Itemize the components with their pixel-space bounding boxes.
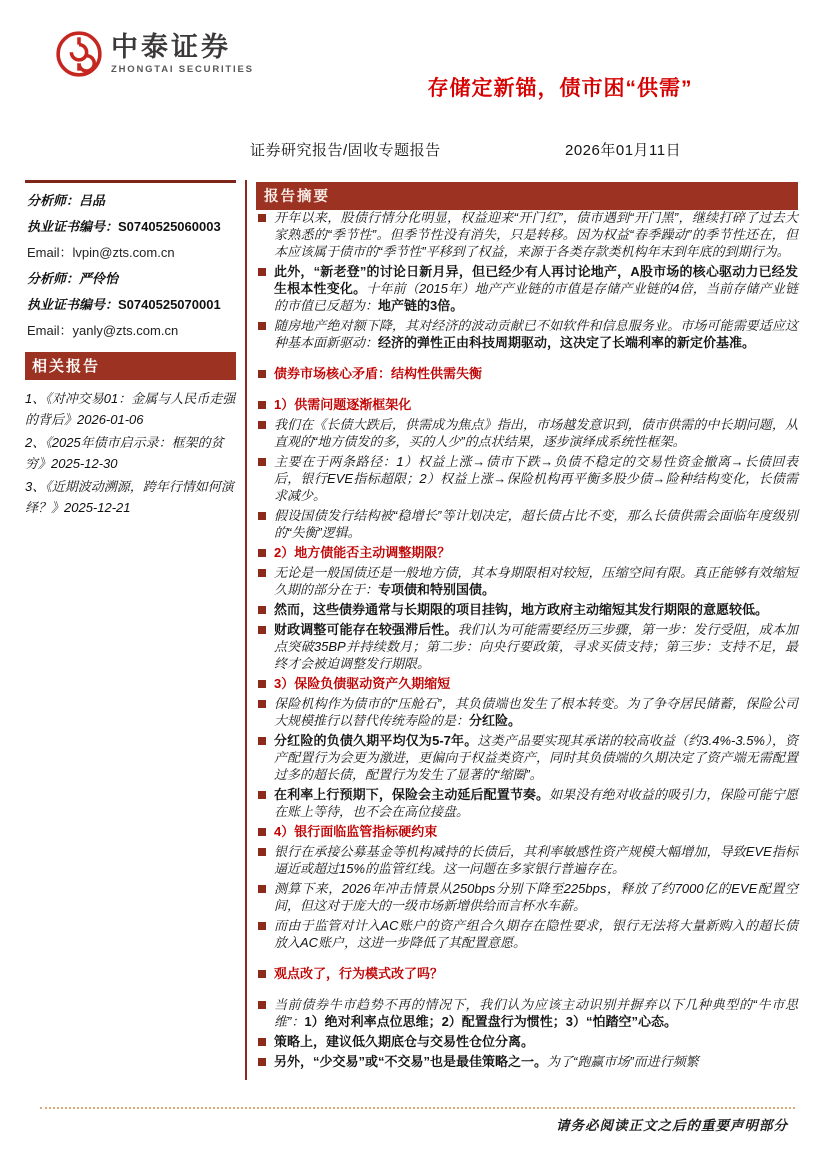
summary-bullet bbox=[256, 621, 798, 672]
bullet-square-icon bbox=[258, 680, 266, 688]
report-title: 存储定新锚，债市困“供需” bbox=[427, 77, 693, 100]
column-divider bbox=[245, 180, 247, 1080]
summary-section-heading bbox=[256, 675, 798, 692]
bullet-text: 我们在《长债大跌后，供需成为焦点》指出，市场越发意识到，债市供需的中长期问题，从直观的“地方债发的多，买的人少”的点状结果，逐步演绎成系统性框架。 bbox=[274, 417, 798, 449]
bullet-text: 在利率上行预期下，保险会主动延后配置节奏。如果没有绝对收益的吸引力，保险可能宁愿在账上等待，也不会在高位接盘。 bbox=[274, 787, 798, 819]
bullet-square-icon bbox=[258, 569, 266, 577]
analyst-role-label: 分析师： bbox=[27, 193, 80, 208]
analyst-email-label: Email： bbox=[27, 245, 73, 260]
bullet-square-icon bbox=[258, 606, 266, 614]
bullet-square-icon bbox=[258, 322, 266, 330]
summary-bullet bbox=[256, 601, 798, 618]
analyst-cert bbox=[27, 219, 236, 234]
bullet-square-icon bbox=[258, 549, 266, 557]
summary-bullet bbox=[256, 416, 798, 450]
bullet-square-icon bbox=[258, 458, 266, 466]
sidebar-top-rule bbox=[25, 180, 236, 183]
analyst-name: 吕品 bbox=[79, 193, 106, 208]
related-reports-list bbox=[25, 388, 236, 518]
footer-rule bbox=[40, 1107, 795, 1109]
summary-bullet-list bbox=[256, 209, 798, 1073]
summary-bullet bbox=[256, 453, 798, 504]
bullet-square-icon bbox=[258, 737, 266, 745]
summary-bullet bbox=[256, 843, 798, 877]
analyst-cert-no: S0740525060003 bbox=[118, 219, 221, 234]
analyst-name: 严伶怡 bbox=[79, 271, 119, 286]
bullet-square-icon bbox=[258, 970, 266, 978]
bullet-text: 3）保险负债驱动资产久期缩短 bbox=[274, 676, 451, 691]
bullet-square-icon bbox=[258, 791, 266, 799]
analyst-cert-label: 执业证书编号： bbox=[27, 297, 119, 312]
bullet-text: 债券市场核心矛盾：结构性供需失衡 bbox=[274, 366, 483, 381]
bullet-square-icon bbox=[258, 828, 266, 836]
bullet-square-icon bbox=[258, 885, 266, 893]
report-type-label: 证券研究报告/固收专题报告 bbox=[250, 142, 441, 159]
bullet-square-icon bbox=[258, 512, 266, 520]
summary-bullet bbox=[256, 786, 798, 820]
bullet-text: 假设国债发行结构被“稳增长”等计划决定，超长债占比不变，那么长债供需会面临年度级别的“失衡”逻辑。 bbox=[274, 508, 798, 540]
bullet-text: 然而，这些债券通常与长期限的项目挂钩，地方政府主动缩短其发行期限的意愿较低。 bbox=[274, 602, 769, 617]
company-logo bbox=[55, 30, 254, 78]
bullet-text: 当前债券牛市趋势不再的情况下，我们认为应该主动识别并摒弃以下几种典型的“牛市思维”：1）绝对利率点位思维；2）配置盘行为惯性；3）“怕踏空”心态。 bbox=[274, 997, 798, 1029]
bullet-square-icon bbox=[258, 848, 266, 856]
analyst-email-label: Email： bbox=[27, 323, 73, 338]
bullet-text: 无论是一般国债还是一般地方债，其本身期限相对较短，压缩空间有限。真正能够有效缩短久期的部分在于：专项债和特别国债。 bbox=[274, 565, 798, 597]
analyst-email-value: lvpin@zts.com.cn bbox=[72, 245, 175, 260]
bullet-text: 1）供需问题逐渐框架化 bbox=[274, 397, 412, 412]
summary-banner: 报告摘要 bbox=[256, 182, 798, 210]
related-report-item: 2、《2025年债市启示录：框架的贫穷》2025-12-30 bbox=[25, 435, 224, 471]
analyst-email-value: yanly@zts.com.cn bbox=[72, 323, 179, 338]
bullet-square-icon bbox=[258, 370, 266, 378]
bullet-text: 此外，“新老登”的讨论日新月异，但已经少有人再讨论地产，A股市场的核心驱动力已经发生根本性变化。十年前（2015年）地产产业链的市值是存储产业链的4倍，当前存储产业链的市值已反超为：地产链的3倍。 bbox=[274, 264, 798, 313]
summary-bullet bbox=[256, 209, 798, 260]
related-reports-title: 相关报告 bbox=[25, 352, 236, 380]
bullet-text: 保险机构作为债市的“压舱石”，其负债端也发生了根本转变。为了争夺居民储蓄，保险公司大规模推行以替代传统寿险的是：分红险。 bbox=[274, 696, 798, 728]
analyst-cert-no: S0740525070001 bbox=[118, 297, 221, 312]
bullet-square-icon bbox=[258, 1001, 266, 1009]
bullet-square-icon bbox=[258, 1038, 266, 1046]
bullet-text: 测算下来，2026年冲击情景从250bps分别下降至225bps，释放了约7000亿的EVE配置空间，但这对于庞大的一级市场新增供给而言杯水车薪。 bbox=[274, 881, 798, 913]
bullet-text: 主要在于两条路径：1）权益上涨→债市下跌→负债不稳定的交易性资金撤离→长债回表后，银行EVE指标超限；2）权益上涨→保险机构再平衡多股少债→险种结构变化，长债需求减少。 bbox=[274, 454, 798, 503]
bullet-square-icon bbox=[258, 1058, 266, 1066]
analyst-email bbox=[27, 323, 236, 338]
footer-disclaimer: 请务必阅读正文之后的重要声明部分 bbox=[556, 1118, 788, 1133]
bullet-square-icon bbox=[258, 626, 266, 634]
summary-section-heading bbox=[256, 965, 798, 982]
logo-name-cn: 中泰证券 bbox=[111, 32, 231, 63]
summary-section-heading bbox=[256, 396, 798, 413]
summary-section-heading bbox=[256, 544, 798, 561]
report-date: 2026年01月11日 bbox=[565, 142, 682, 159]
analyst-cert-label: 执业证书编号： bbox=[27, 219, 119, 234]
summary-bullet bbox=[256, 564, 798, 598]
summary-bullet bbox=[256, 1053, 798, 1070]
summary-bullet bbox=[256, 507, 798, 541]
bullet-text: 2）地方债能否主动调整期限？ bbox=[274, 545, 451, 560]
bullet-text: 财政调整可能存在较强滞后性。我们认为可能需要经历三步骤，第一步：发行受阻，成本加点突破35BP并持续数月；第二步：向央行要政策，寻求买债支持；第三步：支持不足，最终才会被迫调整发行期限。 bbox=[274, 622, 798, 671]
related-report-item: 3、《近期波动溯源，跨年行情如何演绎？》2025-12-21 bbox=[25, 479, 234, 515]
bullet-square-icon bbox=[258, 922, 266, 930]
summary-bullet bbox=[256, 996, 798, 1030]
bullet-text: 另外，“少交易”或“不交易”也是最佳策略之一。为了“跑赢市场”而进行频繁 bbox=[274, 1054, 699, 1069]
analyst-role-label: 分析师： bbox=[27, 271, 80, 286]
bullet-text: 4）银行面临监管指标硬约束 bbox=[274, 824, 438, 839]
bullet-text: 银行在承接公募基金等机构减持的长债后，其利率敏感性资产规模大幅增加，导致EVE指标逼近或超过15%的监管红线。这一问题在多家银行普遍存在。 bbox=[274, 844, 798, 876]
bullet-square-icon bbox=[258, 700, 266, 708]
related-reports-section bbox=[25, 352, 236, 520]
summary-section-heading bbox=[256, 365, 798, 382]
analyst-email bbox=[27, 245, 236, 260]
summary-bullet bbox=[256, 917, 798, 951]
bullet-square-icon bbox=[258, 214, 266, 222]
bullet-text: 而由于监管对计入AC账户的资产组合久期存在隐性要求，银行无法将大量新购入的超长债放入AC账户，这进一步降低了其配置意愿。 bbox=[274, 918, 798, 950]
bullet-text: 随房地产绝对额下降，其对经济的波动贡献已不如软件和信息服务业。市场可能需要适应这种基本面新驱动：经济的弹性正由科技周期驱动，这决定了长端利率的新定价基准。 bbox=[274, 318, 798, 350]
bullet-text: 分红险的负债久期平均仅为5-7年。这类产品要实现其承诺的较高收益（约3.4%-3.5%），资产配置行为会更为激进，更偏向于权益类资产，同时其负债端的久期决定了资产端无需配置过多的超长债，配置行为发生了显著的“缩圈”。 bbox=[274, 733, 799, 782]
zhongtai-logo-icon bbox=[55, 30, 103, 78]
summary-bullet bbox=[256, 317, 798, 351]
logo-name-en: ZHONGTAI SECURITIES bbox=[111, 63, 254, 75]
bullet-text: 策略上，建议低久期底仓与交易性仓位分离。 bbox=[274, 1034, 535, 1049]
bullet-text: 开年以来，股债行情分化明显，权益迎来“开门红”，债市遇到“开门黑”，继续打碎了过去大家熟悉的“季节性”。但季节性没有消失，只是转移。因为权益“春季躁动”的季节性还在，但本应该属于债市的“季节性”平移到了权益，来源于各类存款类机构年末到年底的到期行为。 bbox=[274, 210, 798, 259]
analyst-cert bbox=[27, 297, 236, 312]
analyst-role bbox=[27, 271, 236, 286]
summary-bullet bbox=[256, 732, 798, 783]
bullet-square-icon bbox=[258, 401, 266, 409]
bullet-square-icon bbox=[258, 268, 266, 276]
summary-section-heading bbox=[256, 823, 798, 840]
summary-bullet bbox=[256, 1033, 798, 1050]
summary-bullet bbox=[256, 695, 798, 729]
summary-bullet bbox=[256, 263, 798, 314]
analyst-sidebar bbox=[25, 180, 236, 349]
bullet-square-icon bbox=[258, 421, 266, 429]
related-report-item: 1、《对冲交易01：金属与人民币走强的背后》2026-01-06 bbox=[25, 391, 236, 427]
bullet-text: 观点改了，行为模式改了吗？ bbox=[274, 966, 444, 981]
summary-bullet bbox=[256, 880, 798, 914]
analyst-role bbox=[27, 193, 236, 208]
